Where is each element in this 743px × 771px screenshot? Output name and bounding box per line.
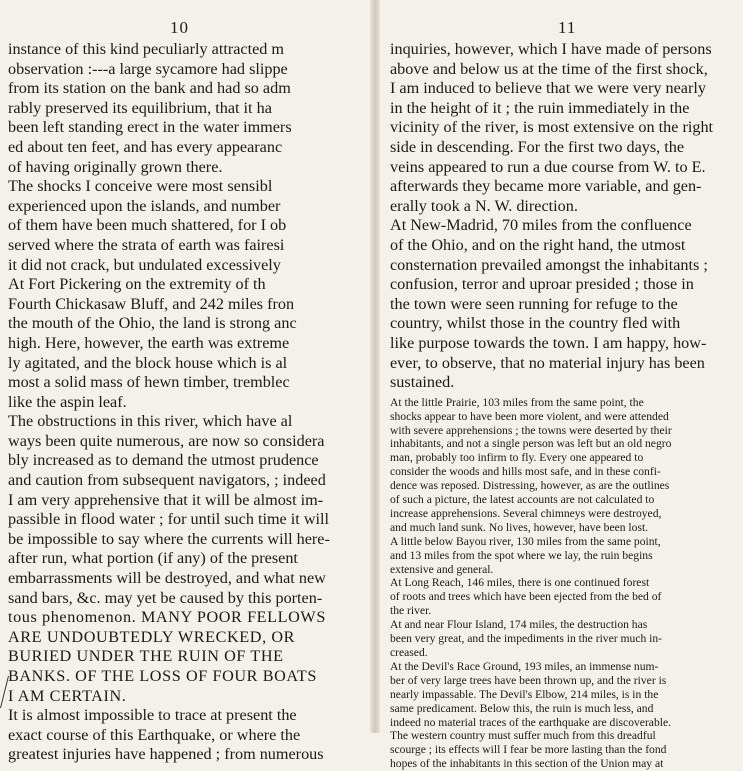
text-line: At Long Reach, 146 miles, there is one continued forest <box>390 576 650 590</box>
left-page-body <box>8 40 330 765</box>
text-line: embarrassments will be destroyed, and what new <box>8 569 326 588</box>
text-line: and 13 miles from the spot where we lay, the ruin begins <box>390 548 653 562</box>
text-line: hopes of the inhabitants in this section of the Union may at <box>390 757 664 771</box>
text-line: increase apprehensions. Several chimneys were destroyed, <box>390 506 662 520</box>
text-line: A little below Bayou river, 130 miles from the same point, <box>390 534 661 548</box>
text-line: dence was reposed. Distressing, however, as are the outlines <box>390 479 670 493</box>
right-page-body <box>390 40 713 771</box>
text-line: instance of this kind peculiarly attracted m <box>8 40 284 58</box>
text-line: sand bars, &c. may yet be caused by this porten- <box>8 588 323 607</box>
right-page <box>382 0 743 771</box>
text-line: afterwards they became more variable, and gen- <box>390 177 702 196</box>
text-line: BANKS. OF THE LOSS OF FOUR BOATS <box>8 667 317 685</box>
text-line: exact course of this Earthquake, or where the <box>8 725 301 744</box>
text-line: of having originally grown there. <box>8 157 223 176</box>
text-line: inhabitants, and not a single person was left but an old negro <box>390 437 672 451</box>
text-line: after run, what portion (if any) of the present <box>8 549 298 568</box>
left-page <box>0 0 368 764</box>
text-line: the river. <box>390 604 432 618</box>
text-line: with severe apprehensions ; the towns were deserted by their <box>390 423 672 437</box>
text-line: rably preserved its equilibrium, that it ha <box>8 98 272 117</box>
text-line: I am very apprehensive that it will be almost im- <box>8 490 324 509</box>
page-number: 11 <box>558 18 577 37</box>
text-line: It is almost impossible to trace at present the <box>8 706 297 725</box>
text-line: vicinity of the river, is most extensive on the right <box>390 118 714 137</box>
text-line: like purpose towards the town. I am happy, how- <box>390 333 707 352</box>
page-number: 10 <box>170 18 189 37</box>
text-line: consider the woods and hills most safe, and in these confi- <box>390 465 661 479</box>
text-line: be impossible to say where the currents will here- <box>8 529 330 548</box>
text-line: At the little Prairie, 103 miles from the same point, the <box>390 395 644 409</box>
text-line: above and below us at the time of the first shock, <box>390 59 708 78</box>
text-line: The western country must suffer much from this dreadful <box>390 729 656 743</box>
text-line: bly increased as to demand the utmost prudence <box>8 451 319 470</box>
text-line: side in descending. For the first two days, the <box>390 137 685 156</box>
right-page-small-type <box>390 396 713 771</box>
text-line: been very great, and the impediments in the river much in- <box>390 632 663 646</box>
book-gutter <box>370 0 380 733</box>
text-line: I am induced to believe that we were very nearly <box>390 79 706 98</box>
text-line: like the aspin leaf. <box>8 392 127 411</box>
text-line: veins appeared to run a due course from W. to E. <box>390 157 706 176</box>
text-line: consternation prevailed amongst the inhabitants ; <box>390 255 708 274</box>
text-line: greatest injuries have happened ; from numerous <box>8 745 324 764</box>
text-line: At the Devil's Race Ground, 193 miles, an immense num- <box>390 659 659 673</box>
text-line: shocks appear to have been more violent, and were attended <box>390 409 669 423</box>
text-line: creased. <box>390 646 428 659</box>
text-line: of roots and trees which have been ejected from the bed of <box>390 590 662 604</box>
text-line: of such a picture, the latest accounts are not calculated to <box>390 493 655 507</box>
text-line: inquiries, however, which I have made of persons <box>390 40 712 58</box>
text-line: and much land sunk. No lives, however, have been lost. <box>390 520 649 534</box>
text-line: Fourth Chickasaw Bluff, and 242 miles fron <box>8 294 295 313</box>
text-line: erally took a N. W. direction. <box>390 196 578 215</box>
text-line: from its station on the bank and had so adm <box>8 79 291 98</box>
text-line: nearly impassable. The Devil's Elbow, 214 miles, is in the <box>390 687 659 701</box>
text-line: of them have been much shattered, for I ob <box>8 216 287 235</box>
text-line: the mouth of the Ohio, the land is strong anc <box>8 314 297 333</box>
text-line: and caution from subsequent navigators, ; indeed <box>8 471 326 490</box>
text-line: served where the strata of earth was fairesi <box>8 235 285 254</box>
text-line: At Fort Pickering on the extremity of th <box>8 275 266 294</box>
text-line: of the Ohio, and on the right hand, the utmost <box>390 235 686 254</box>
text-line: The shocks I conceive were most sensibl <box>8 177 273 196</box>
text-line: ever, to observe, that no material injury has been <box>390 353 705 372</box>
text-line: ed about ten feet, and has every appearanc <box>8 137 283 156</box>
text-line: been left standing erect in the water immers <box>8 118 292 137</box>
text-line: At New-Madrid, 70 miles from the confluence <box>390 216 692 235</box>
text-line: scourge ; its effects will I fear be more lasting than the fond <box>390 743 667 757</box>
text-line: I AM CERTAIN. <box>8 686 127 705</box>
text-line: At and near Flour Island, 174 miles, the destruction has <box>390 618 648 632</box>
text-line: extensive and general. <box>390 562 494 576</box>
text-line: in the height of it ; the ruin immediately in the <box>390 98 690 117</box>
text-line: ways been quite numerous, are now so considera <box>8 431 325 450</box>
right-page-large-type <box>390 40 713 393</box>
text-line: sustained. <box>390 373 455 392</box>
text-line: the town were seen running for refuge to the <box>390 294 678 313</box>
text-line: it did not crack, but undulated excessively <box>8 255 281 274</box>
text-line: man, probably too infirm to fly. Every one appeared to <box>390 451 644 465</box>
text-line: ber of very large trees have been thrown up, and the river is <box>390 673 667 687</box>
text-line: same predicament. Below this, the ruin is much less, and <box>390 701 654 715</box>
text-line: The obstructions in this river, which have al <box>8 412 293 431</box>
text-line: observation :---a large sycamore had slippe <box>8 59 288 78</box>
text-line: indeed no material traces of the earthquake are discoverable. <box>390 715 672 729</box>
text-line: country, whilst those in the country fled with <box>390 314 681 333</box>
text-line: experienced upon the islands, and number <box>8 196 281 215</box>
text-line: most a solid mass of hewn timber, tremblec <box>8 373 290 392</box>
text-line: tous phenomenon. MANY POOR FELLOWS <box>8 608 326 627</box>
text-line: passible in flood water ; for until such time it will <box>8 510 329 529</box>
text-line: high. Here, however, the earth was extreme <box>8 333 290 352</box>
text-line: ly agitated, and the block house which is al <box>8 353 288 372</box>
text-line: confusion, terror and uproar presided ; those in <box>390 275 694 294</box>
text-line: BURIED UNDER THE RUIN OF THE <box>8 647 284 666</box>
text-line: ARE UNDOUBTEDLY WRECKED, OR <box>8 627 296 646</box>
